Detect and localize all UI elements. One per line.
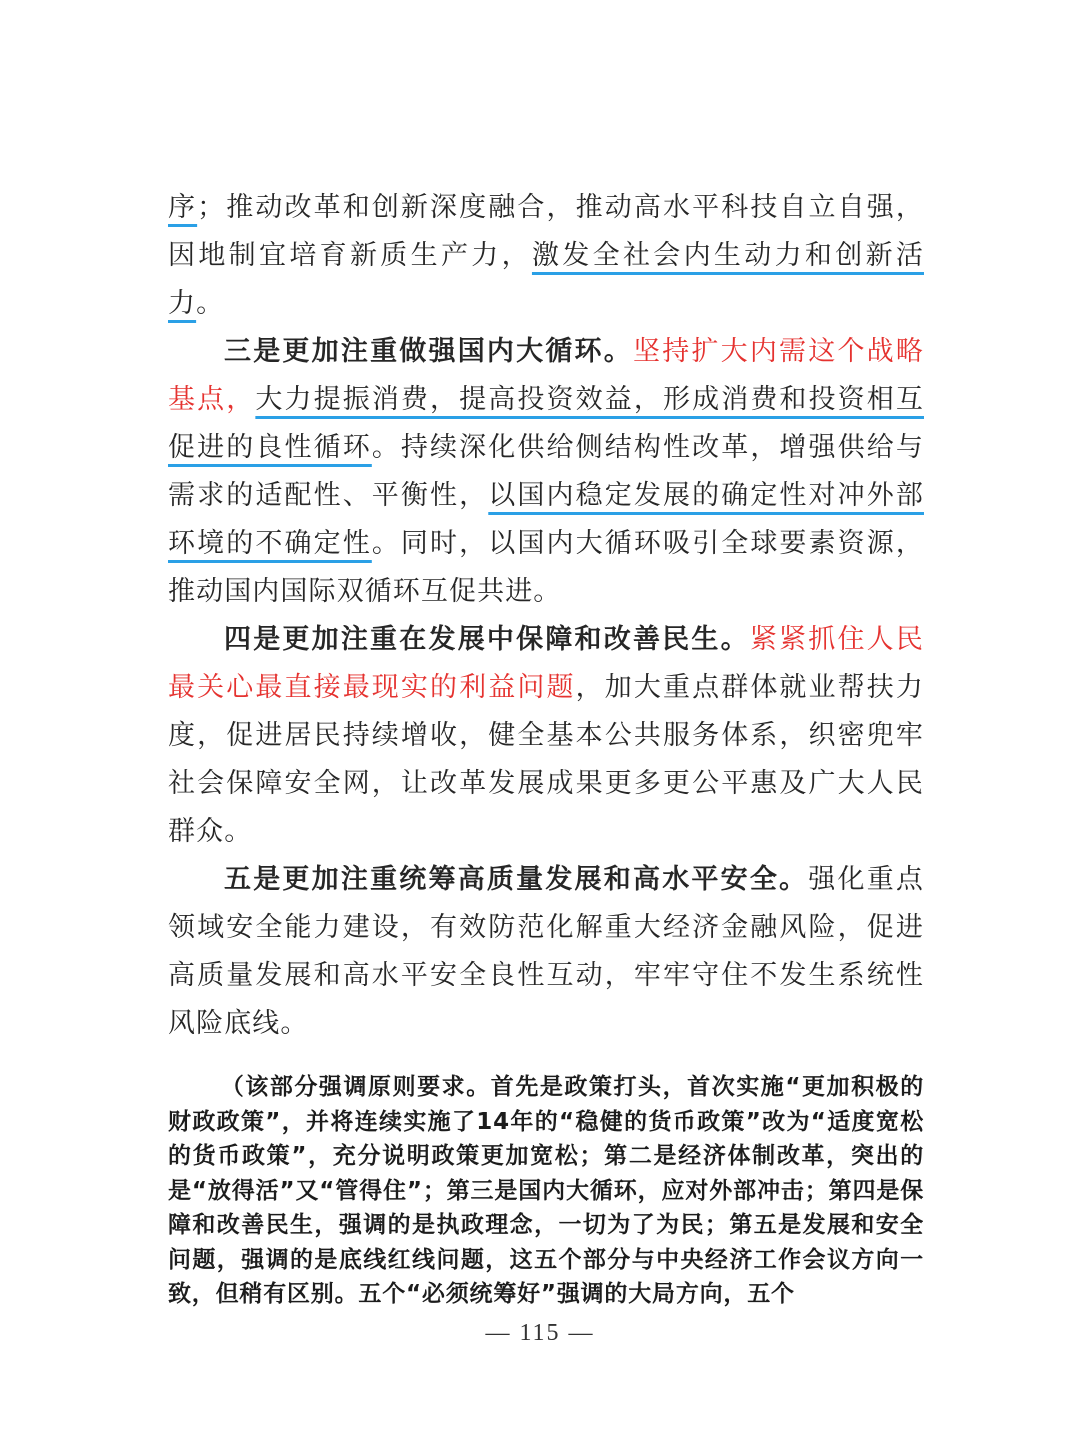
underlined-text: 大力提振消费，提高投资效益，形成消费和投资相互促进的良性循环	[168, 384, 924, 463]
paragraph-domestic-circulation	[168, 328, 924, 616]
body-text: 强化重点领域安全能力建设，有效防范化解重大经济金融风险，促进高质量发展和高水平安全良性互动，牢牢守住不发生系统性风险底线。	[168, 864, 925, 1039]
document-body	[168, 184, 924, 1335]
body-text: 。持续深化供给侧结构性改革，增强供给与需求的适配性、平衡性，	[168, 432, 924, 511]
body-text: 。同时，以国内大循环吸引全球要素资源，推动国内国际双循环互促共进。	[168, 528, 924, 607]
paragraph-heading: 四是更加注重在发展中保障和改善民生。	[224, 624, 750, 655]
paragraph-heading: 五是更加注重统筹高质量发展和高水平安全。	[224, 864, 809, 895]
body-text: ；推动改革和创新深度融合，推动高水平科技自立自强，因地制宜培育新质生产力，	[168, 192, 924, 271]
underlined-text: 以国内稳定发展的确定性对冲外部环境的不确定性	[168, 480, 924, 559]
annotation-note	[168, 1070, 924, 1312]
highlighted-red-text: 坚持扩大内需这个战略基点	[168, 336, 924, 415]
highlighted-red-text: 紧紧抓住人民最关心最直接最现实的利益问题	[168, 624, 924, 703]
underlined-text: 激发全社会内生动力和创新活力	[168, 240, 924, 319]
paragraph-livelihood	[168, 616, 924, 856]
page-number: — 115 —	[485, 1320, 595, 1346]
punctuation: ，	[226, 384, 256, 415]
paragraph-continuation	[168, 184, 924, 328]
note-text: （该部分强调原则要求。首先是政策打头，首次实施“更加积极的财政政策”，并将连续实施了14年的“稳健的货币政策”改为“适度宽松的货币政策”，充分说明政策更加宽松；第二是经济体制改革，突出的是“放得活”又“管得住”；第三是国内大循环，应对外部冲击；第四是保障和改善民生，强调的是执政理念，一切为了为民；第五是发展和安全问题，强调的是底线红线问题，这五个部分与中央经济工作会议方向一致，但稍有区别。五个“必须统筹好”强调的大局方向，五个	[168, 1074, 924, 1307]
body-text: ，加大重点群体就业帮扶力度，促进居民持续增收，健全基本公共服务体系，织密兜牢社会保障安全网，让改革发展成果更多更公平惠及广大人民群众。	[168, 672, 924, 847]
paragraph-heading: 三是更加注重做强国内大循环。	[224, 336, 633, 367]
body-text: 。	[196, 288, 225, 319]
paragraph-security	[168, 856, 924, 1048]
underlined-text: 序	[168, 192, 198, 223]
